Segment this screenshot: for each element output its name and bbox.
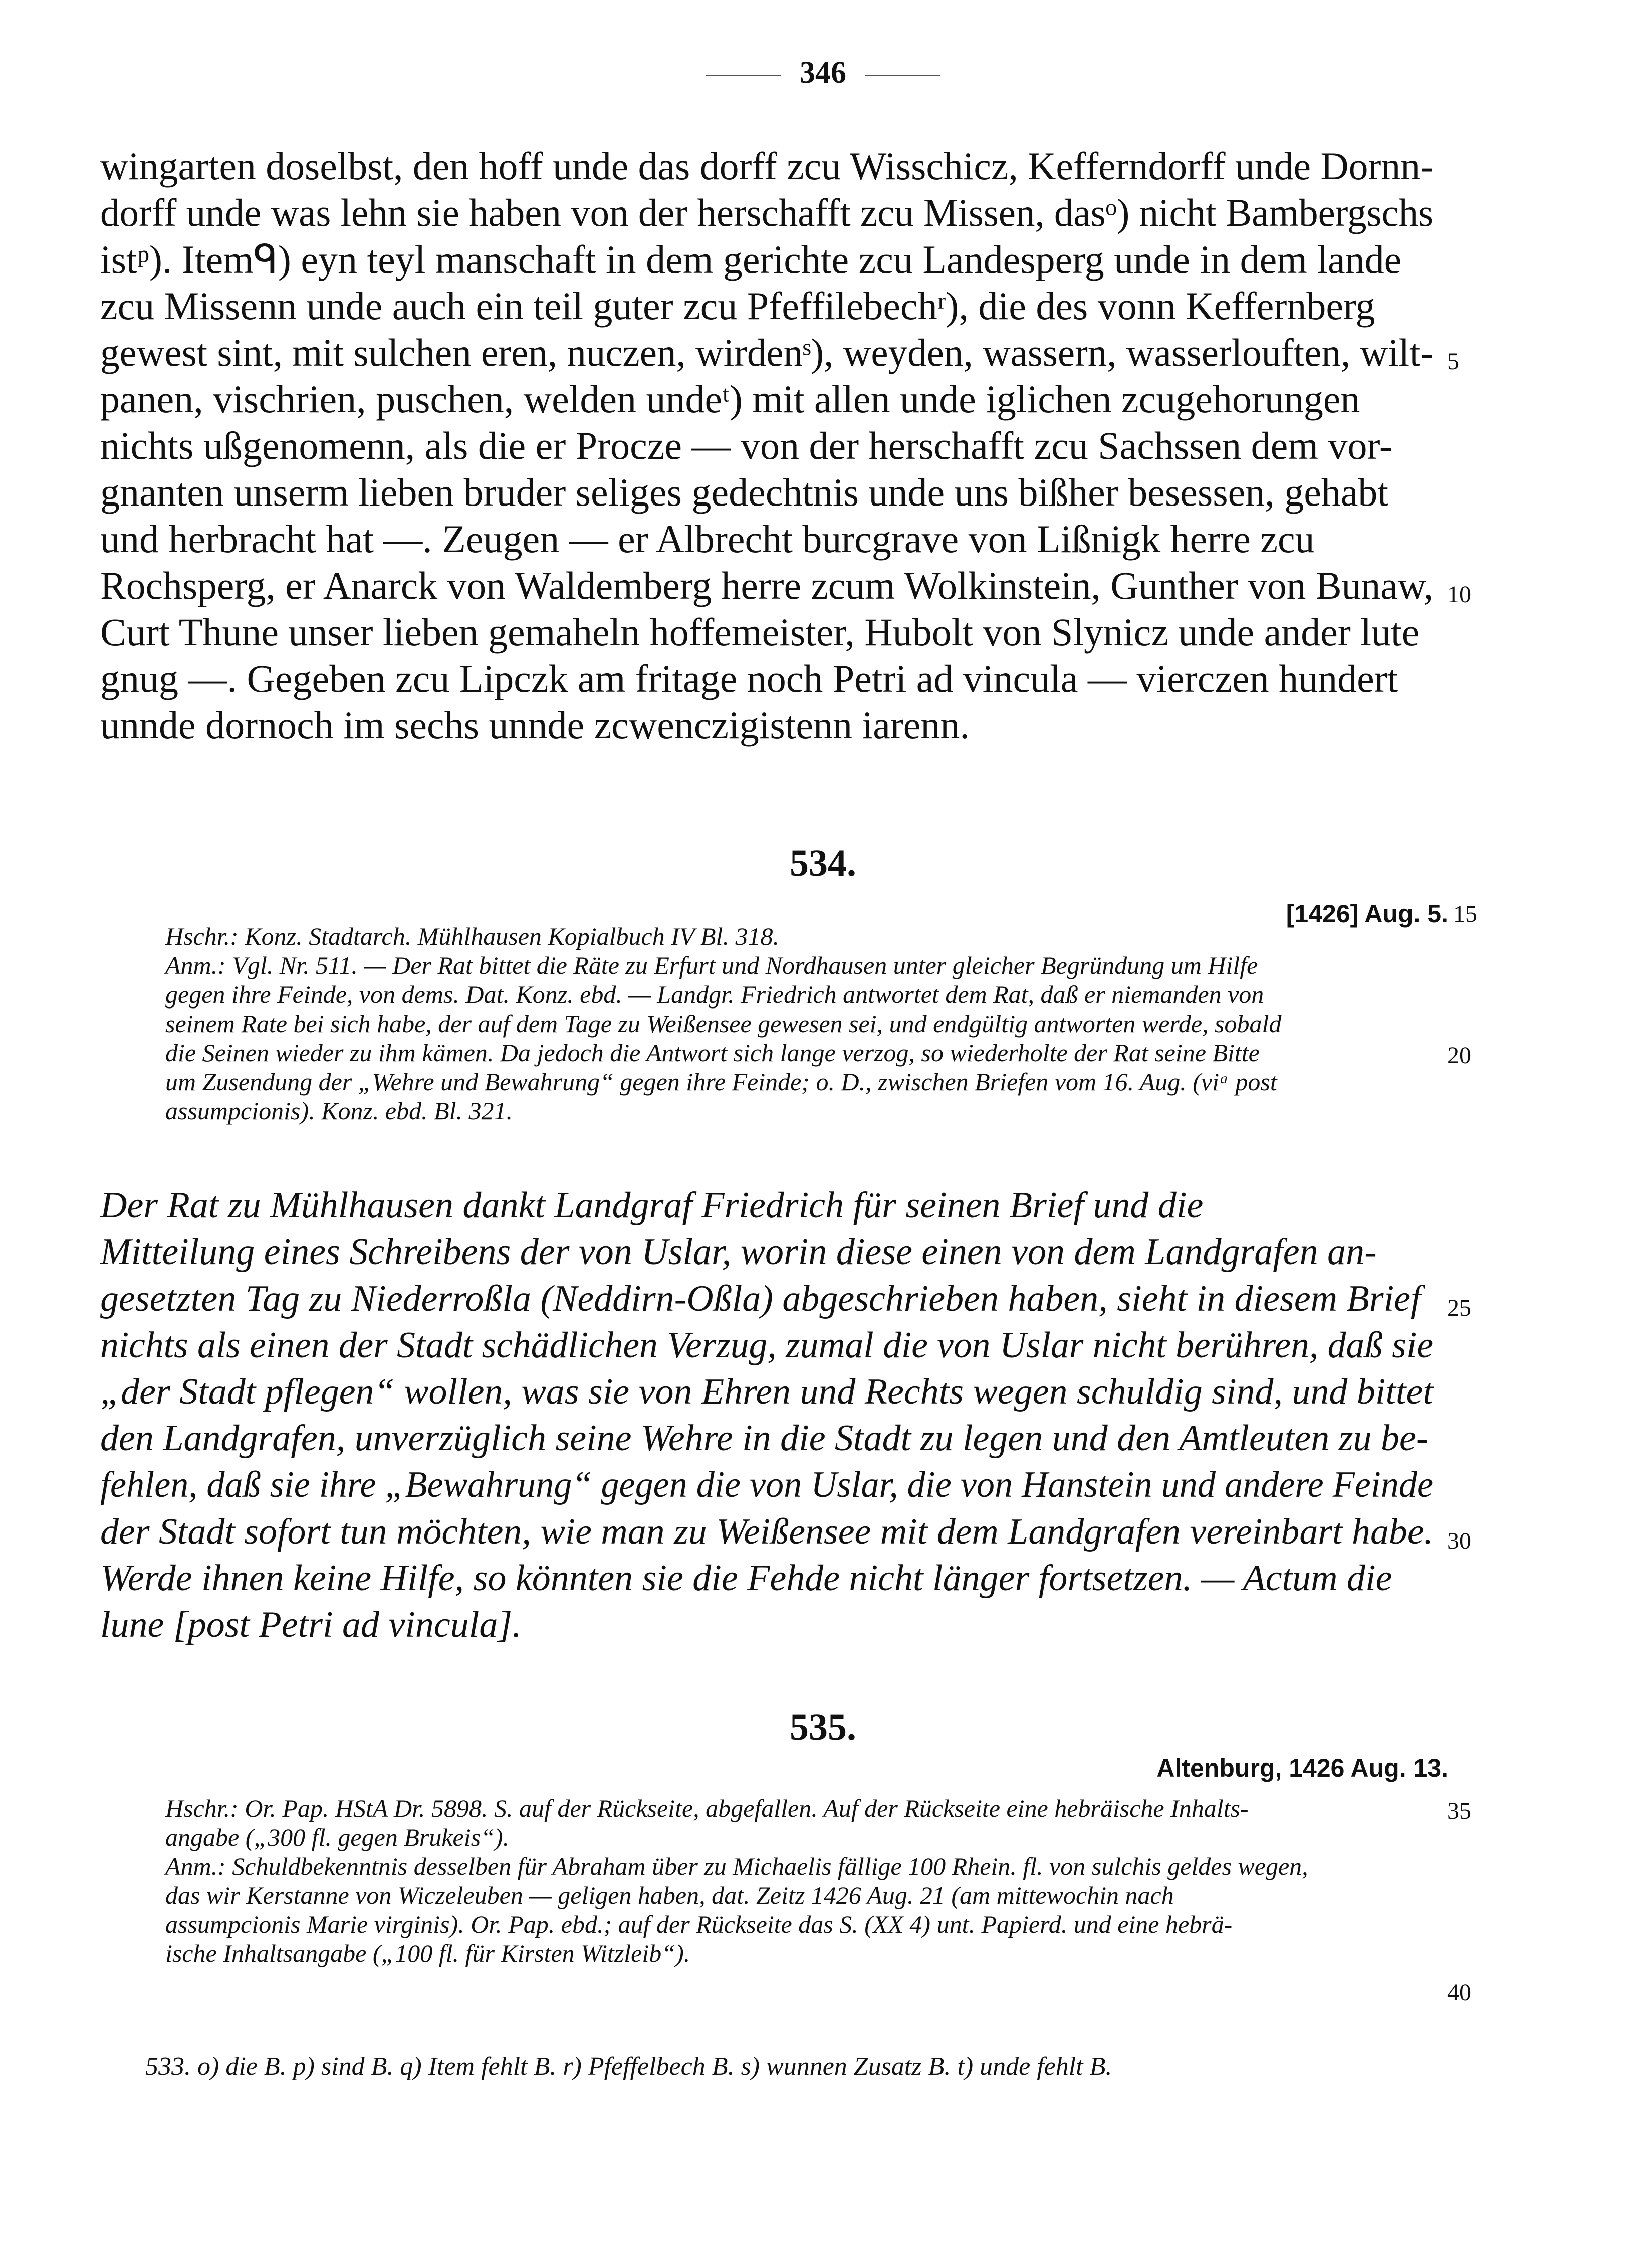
doc-535-number: 535. (790, 1706, 856, 1748)
line-number: 15 (1453, 901, 1477, 927)
doc-534-regest-line-text: gesetzten Tag zu Niederroßla (Neddirn-Oßla) abgeschrieben haben, sieht in diesem Brief (100, 1278, 1421, 1319)
continuation-line (100, 189, 1448, 236)
continuation-line-text: dorff unde was lehn sie haben von der herschafft zcu Missen, dasᵒ) nicht Bambergschs (100, 191, 1434, 234)
doc-534-note-line (165, 1038, 1471, 1069)
doc-534-note-line-text: gegen ihre Feinde, von dems. Dat. Konz. ebd. — Landgr. Friedrich antwortet dem Rat, daß er niemanden von (165, 980, 1264, 1009)
doc-534-notes (165, 922, 1471, 1125)
doc-534-note-line-text: seinem Rate bei sich habe, der auf dem Tage zu Weißensee gewesen sei, und endgültig antworten werde, sobald (165, 1010, 1282, 1038)
doc-535-note-line-text: das wir Kerstanne von Wiczeleuben — geligen haben, dat. Zeitz 1426 Aug. 21 (am mittewochin nach (165, 1881, 1174, 1909)
continuation-line (100, 562, 1471, 609)
doc-534-regest-line-text: der Stadt sofort tun möchten, wie man zu Weißensee mit dem Landgrafen vereinbart habe. (100, 1511, 1434, 1552)
doc-534-note-line-text: Anm.: Vgl. Nr. 511. — Der Rat bittet die Räte zu Erfurt und Nordhausen unter gleicher Begründung um Hilfe (165, 951, 1258, 979)
doc-534-regest-line (100, 1369, 1448, 1415)
line-number: 35 (1447, 1798, 1471, 1824)
continuation-line (100, 283, 1448, 329)
doc-534-regest-line-text: nichts als einen der Stadt schädlichen Verzug, zumal die von Uslar nicht berühren, daß sie (100, 1325, 1433, 1366)
continuation-line-text: gewest sint, mit sulchen eren, nuczen, wirdenˢ), weyden, wassern, wasserlouften, wilt- (100, 331, 1434, 374)
doc-535-note-line (165, 1910, 1453, 1939)
continuation-line-text: nichts ußgenomenn, als die er Procze — von der herschafft zcu Sachssen dem vor- (100, 424, 1392, 467)
doc-534-note-line (165, 980, 1453, 1009)
page-number-rule-right (865, 75, 940, 76)
doc-534-note-line-text: die Seinen wieder zu ihm kämen. Da jedoch die Antwort sich lange verzog, so wiederholte der Rat seine Bitte (165, 1039, 1260, 1067)
doc-535-dateline: Altenburg, 1426 Aug. 13. (1156, 1754, 1448, 1782)
doc-534-regest-line (100, 1462, 1448, 1508)
continuation-line (100, 422, 1448, 469)
doc-534-number: 534. (790, 842, 856, 884)
continuation-line-text: panen, vischrien, puschen, welden undeᵗ) mit allen unde iglichen zcugehorungen (100, 377, 1360, 421)
continuation-line-text: unnde dornoch im sechs unnde zcwenczigistenn iarenn. (100, 703, 970, 747)
continuation-line-text: gnanten unserm lieben bruder seliges gedechtnis unde uns bißher besessen, gehabt (100, 470, 1389, 514)
continuation-line-text: wingarten doselbst, den hoff unde das dorff zcu Wisschicz, Kefferndorff unde Dornn- (100, 144, 1433, 188)
continuation-line-text: zcu Missenn unde auch ein teil guter zcu Pfeffilebechʳ), die des vonn Keffernberg (100, 284, 1375, 328)
doc-535-notes (165, 1794, 1471, 1968)
doc-535-note-line (165, 1881, 1453, 1910)
doc-535-note-line-text: assumpcionis Marie virginis). Or. Pap. ebd.; auf der Rückseite das S. (XX 4) unt. Papierd. und eine hebrä- (165, 1910, 1233, 1938)
doc-534-regest-line-text: Mitteilung eines Schreibens der von Uslar, worin diese einen von dem Landgrafen an- (100, 1231, 1377, 1273)
continuation-line (100, 329, 1459, 376)
doc-534-regest-line-text: Werde ihnen keine Hilfe, so könnten sie die Fehde nicht länger fortsetzen. — Actum die (100, 1558, 1392, 1599)
doc-534-note-line (165, 1009, 1453, 1038)
doc-535-note-line (165, 1823, 1453, 1852)
doc-534-note-line-text: um Zusendung der „Wehre und Bewahrung“ gegen ihre Feinde; o. D., zwischen Briefen vom 16. Aug. (viᵃ post (165, 1068, 1277, 1096)
continuation-line-text: Rochsperg, er Anarck von Waldemberg herre zcum Wolkinstein, Gunther von Bunaw, (100, 564, 1434, 607)
doc-535-note-line (165, 1794, 1471, 1824)
doc-534-regest-line (100, 1322, 1448, 1369)
doc-534-regest-line-text: lune [post Petri ad vincula]. (100, 1604, 522, 1645)
continuation-line-text: und herbracht hat —. Zeugen — er Albrecht burcgrave von Lißnigk herre zcu (100, 517, 1315, 561)
continuation-line-text: istᵖ). Itemᑫ) eyn teyl manschaft in dem gerichte zcu Landesperg unde in dem lande (100, 237, 1402, 281)
continuation-line (100, 236, 1448, 283)
continuation-line-text: gnug —. Gegeben zcu Lipczk am fritage noch Petri ad vincula — vierczen hundert (100, 657, 1398, 700)
doc-535-note-line-text: Hschr.: Or. Pap. HStA Dr. 5898. S. auf der Rückseite, abgefallen. Auf der Rückseite eine hebräische Inhalts- (165, 1794, 1249, 1822)
line-number: 30 (1447, 1528, 1471, 1554)
doc-534-note-line-text: Hschr.: Konz. Stadtarch. Mühlhausen Kopialbuch IV Bl. 318. (165, 922, 779, 950)
line-number-40: 40 (1447, 1979, 1471, 2006)
line-number: 20 (1447, 1042, 1471, 1069)
continuation-line (100, 376, 1448, 422)
doc-534-regest-line-text: Der Rat zu Mühlhausen dankt Landgraf Friedrich für seinen Brief und die (100, 1185, 1204, 1226)
line-number: 10 (1447, 581, 1471, 608)
doc-534-note-line (165, 1067, 1453, 1096)
doc-534-regest-line (100, 1229, 1448, 1276)
doc-534-regest-line-text: den Landgrafen, unverzüglich seine Wehre in die Stadt zu legen und den Amtleuten zu be- (100, 1418, 1429, 1459)
doc-534-regest-line-text: „der Stadt pflegen“ wollen, was sie von Ehren und Rechts wegen schuldig sind, und bittet (100, 1371, 1433, 1412)
doc-535-note-line (165, 1939, 1453, 1968)
continuation-line (100, 143, 1448, 189)
page-number: 346 (0, 55, 1646, 91)
doc-534-regest-line (100, 1182, 1448, 1229)
continuation-line (100, 516, 1448, 562)
continuation-line-text: Curt Thune unser lieben gemaheln hoffemeister, Hubolt von Slynicz unde ander lute (100, 610, 1420, 654)
doc-534-note-line-text: assumpcionis). Konz. ebd. Bl. 321. (165, 1097, 513, 1125)
doc-534-note-line (165, 922, 1453, 951)
continuation-text (100, 143, 1471, 748)
continuation-line (100, 702, 1448, 748)
footnotes: 533. o) die B. p) sind B. q) Item fehlt B. r) Pfeffelbech B. s) wunnen Zusatz B. t) unde fehlt B. (145, 2052, 1112, 2081)
doc-535-note-line-text: Anm.: Schuldbekenntnis desselben für Abraham über zu Michaelis fällige 100 Rhein. fl. von sulchis geldes wegen, (165, 1852, 1308, 1880)
doc-534-regest-line (100, 1555, 1448, 1602)
doc-534-note-line (165, 951, 1453, 980)
doc-534-regest-line-text: fehlen, daß sie ihre „Bewahrung“ gegen die von Uslar, die von Hanstein und andere Feinde (100, 1464, 1434, 1505)
doc-534-regest-line (100, 1508, 1471, 1555)
line-number: 5 (1447, 348, 1459, 375)
doc-535-note-line-text: ische Inhaltsangabe („100 fl. für Kirsten Witzleib“). (165, 1939, 690, 1967)
continuation-line (100, 609, 1448, 655)
doc-534-regest-line (100, 1602, 1448, 1648)
doc-534-dateline: [1426] Aug. 5. 15 (1286, 900, 1477, 928)
doc-534-note-line (165, 1096, 1453, 1125)
doc-534-regest-line (100, 1276, 1471, 1322)
line-number: 25 (1447, 1295, 1471, 1321)
doc-535-note-line-text: angabe („300 fl. gegen Brukeis“). (165, 1823, 510, 1851)
doc-534-regest (100, 1182, 1471, 1648)
continuation-line (100, 655, 1448, 702)
doc-535-note-line (165, 1852, 1453, 1881)
doc-534-regest-line (100, 1415, 1448, 1462)
page-number-rule-left (706, 75, 781, 76)
continuation-line (100, 469, 1448, 516)
